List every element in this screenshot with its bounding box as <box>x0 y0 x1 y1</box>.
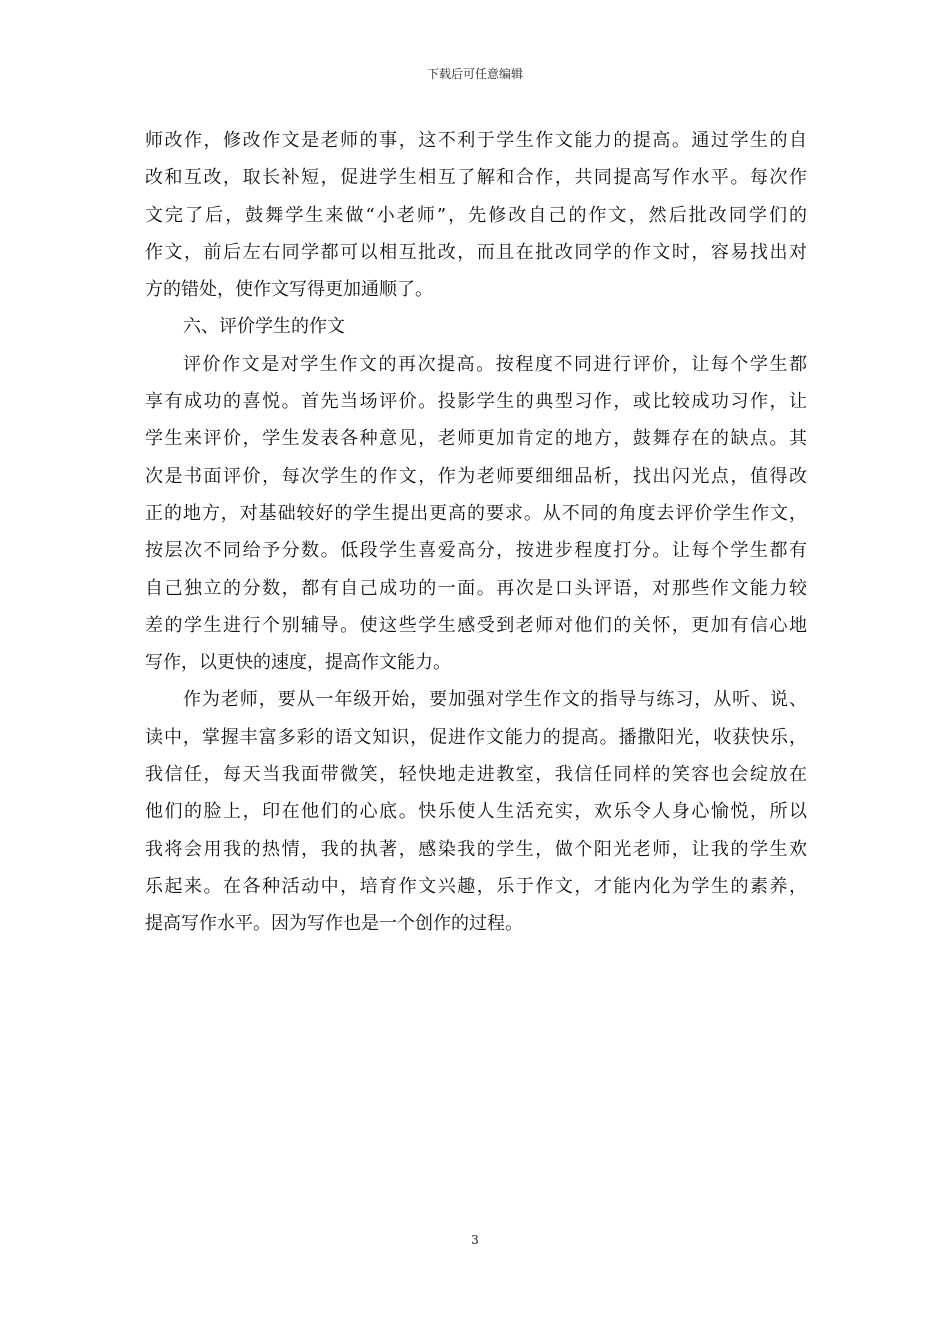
paragraph <box>145 681 807 942</box>
text-line: 享有成功的喜悦。首先当场评价。投影学生的典型习作，或比较成功习作，让 <box>145 391 807 413</box>
text-line: 师改作，修改作文是老师的事，这不利于学生作文能力的提高。通过学生的自 <box>145 130 807 151</box>
text-line: 按层次不同给予分数。低段学生喜爱高分，按进步程度打分。让每个学生都有 <box>145 540 807 562</box>
page-number: 3 <box>471 1233 479 1247</box>
paragraph <box>145 346 807 682</box>
text-line: 方的错处，使作文写得更加通顺了。 <box>145 279 433 301</box>
text-line: 读中，掌握丰富多彩的语文知识，促进作文能力的提高。播撒阳光，收获快乐， <box>145 726 807 748</box>
text-line: 次是书面评价，每次学生的作文，作为老师要细细品析，找出闪光点，值得改 <box>145 465 807 487</box>
text-line: 作文，前后左右同学都可以相互批改，而且在批改同学的作文时，容易找出对 <box>145 241 807 263</box>
text-line: 改和互改，取长补短，促进学生相互了解和合作，共同提高写作水平。每次作 <box>145 167 807 189</box>
heading-text: 六、评价学生的作文 <box>183 316 345 338</box>
text-line: 我将会用我的热情，我的执著，感染我的学生，做个阳光老师，让我的学生欢 <box>145 838 807 860</box>
text-line: 我信任，每天当我面带微笑，轻快地走进教室，我信任同样的笑容也会绽放在 <box>145 764 807 786</box>
text-line: 乐起来。在各种活动中，培育作文兴趣，乐于作文，才能内化为学生的素养， <box>145 875 807 897</box>
text-line: 学生来评价，学生发表各种意见，老师更加肯定的地方，鼓舞存在的缺点。其 <box>145 428 807 450</box>
document-body <box>145 122 807 943</box>
text-line: 自己独立的分数，都有自己成功的一面。再次是口头评语，对那些作文能力较 <box>145 577 807 599</box>
page-header: 下载后可任意编辑 <box>426 67 523 81</box>
text-line: 作为老师，要从一年级开始，要加强对学生作文的指导与练习，从听、说、 <box>183 689 807 711</box>
paragraph <box>145 122 807 308</box>
text-line: 评价作文是对学生作文的再次提高。按程度不同进行评价，让每个学生都 <box>183 353 807 375</box>
text-line: 正的地方，对基础较好的学生提出更高的要求。从不同的角度去评价学生作文， <box>145 502 807 524</box>
text-line: 他们的脸上，印在他们的心底。快乐使人生活充实，欢乐令人身心愉悦，所以 <box>145 801 807 823</box>
text-line: 提高写作水平。因为写作也是一个创作的过程。 <box>145 913 523 935</box>
text-line: 差的学生进行个别辅导。使这些学生感受到老师对他们的关怀，更加有信心地 <box>145 614 807 636</box>
text-line: 文完了后，鼓舞学生来做“小老师”，先修改自己的作文，然后批改同学们的 <box>145 204 807 226</box>
text-line: 写作，以更快的速度，提高作文能力。 <box>145 652 451 674</box>
section-heading <box>145 308 807 345</box>
